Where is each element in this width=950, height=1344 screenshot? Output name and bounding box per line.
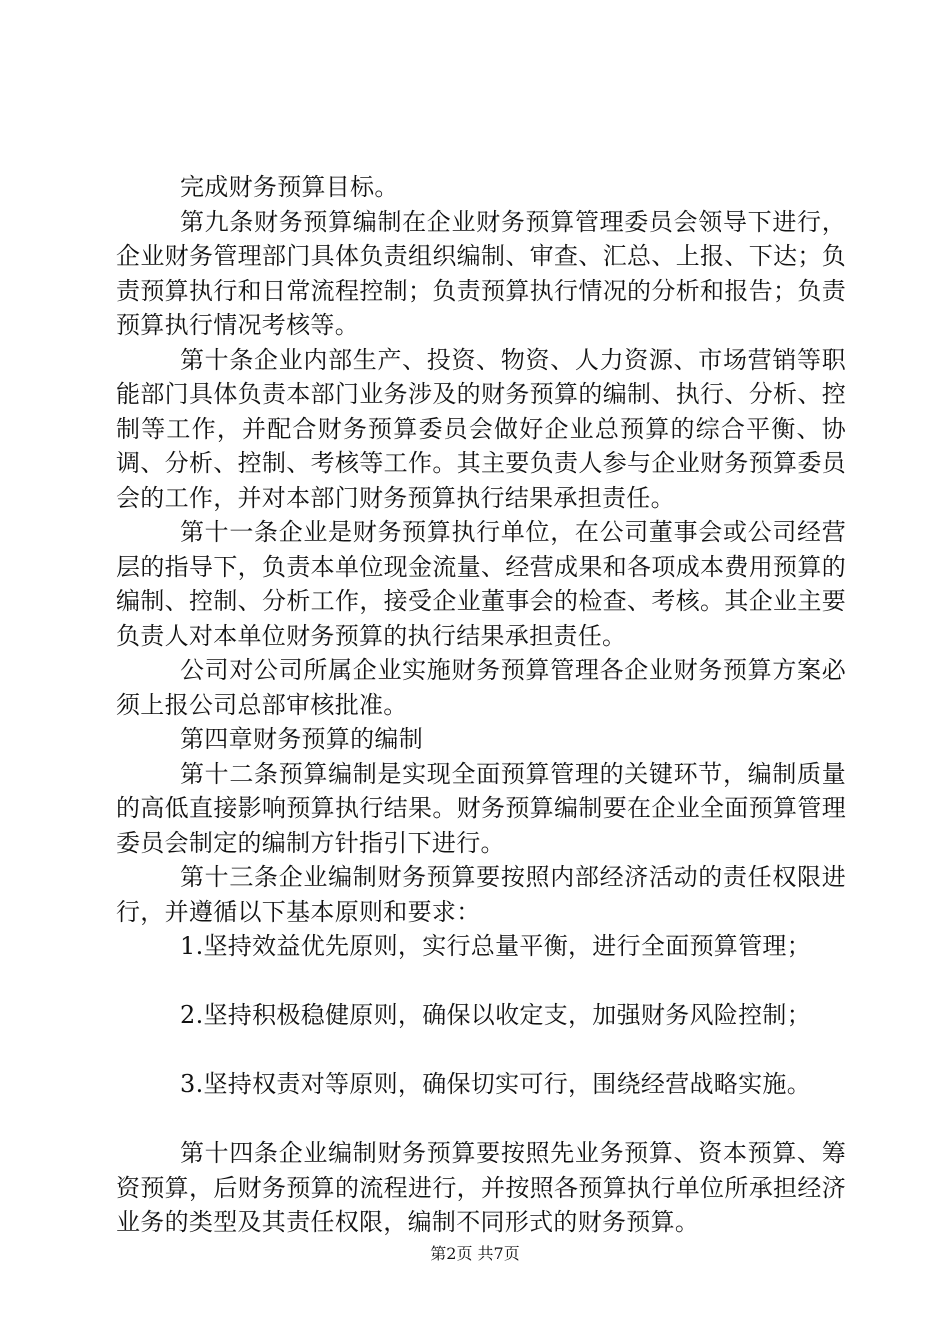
paragraph-article-12: 第十二条预算编制是实现全面预算管理的关键环节，编制质量的高低直接影响预算执行结果。财务预算编制要在企业全面预算管理委员会制定的编制方针指引下进行。 — [116, 759, 846, 857]
paragraph-article-10: 第十条企业内部生产、投资、物资、人力资源、市场营销等职能部门具体负责本部门业务涉及的财务预算的编制、执行、分析、控制等工作，并配合财务预算委员会做好企业总预算的综合平衡、协调、分析、控制、考核等工作。其主要负责人参与企业财务预算委员会的工作，并对本部门财务预算执行结果承担责任。 — [116, 345, 846, 512]
paragraph-article-9: 第九条财务预算编制在企业财务预算管理委员会领导下进行，企业财务管理部门具体负责组织编制、审查、汇总、上报、下达；负责预算执行和日常流程控制；负责预算执行情况的分析和报告；负责预算执行情况考核等。 — [116, 207, 846, 339]
paragraph-article-11: 第十一条企业是财务预算执行单位，在公司董事会或公司经营层的指导下，负责本单位现金流量、经营成果和各项成本费用预算的编制、控制、分析工作，接受企业董事会的检查、考核。其企业主要负责人对本单位财务预算的执行结果承担责任。 — [116, 518, 846, 650]
principle-item-1: 1.坚持效益优先原则，实行总量平衡，进行全面预算管理； — [180, 932, 811, 960]
principle-item-2: 2.坚持积极稳健原则，确保以收定支，加强财务风险控制； — [180, 1001, 811, 1029]
paragraph-article-14: 第十四条企业编制财务预算要按照先业务预算、资本预算、筹资预算，后财务预算的流程进行，并按照各预算执行单位所承担经济业务的类型及其责任权限，编制不同形式的财务预算。 — [116, 1139, 846, 1236]
chapter-heading: 第四章财务预算的编制 — [180, 725, 423, 753]
paragraph-company-approval: 公司对公司所属企业实施财务预算管理各企业财务预算方案必须上报公司总部审核批准。 — [116, 656, 846, 719]
paragraph-intro-fragment: 完成财务预算目标。 — [180, 173, 399, 201]
paragraph-article-13: 第十三条企业编制财务预算要按照内部经济活动的责任权限进行，并遵循以下基本原则和要求： — [116, 863, 846, 926]
principle-item-3: 3.坚持权责对等原则，确保切实可行，围绕经营战略实施。 — [180, 1070, 811, 1098]
page-footer: 第2页 共7页 — [430, 1244, 520, 1263]
document-body — [116, 170, 846, 1240]
